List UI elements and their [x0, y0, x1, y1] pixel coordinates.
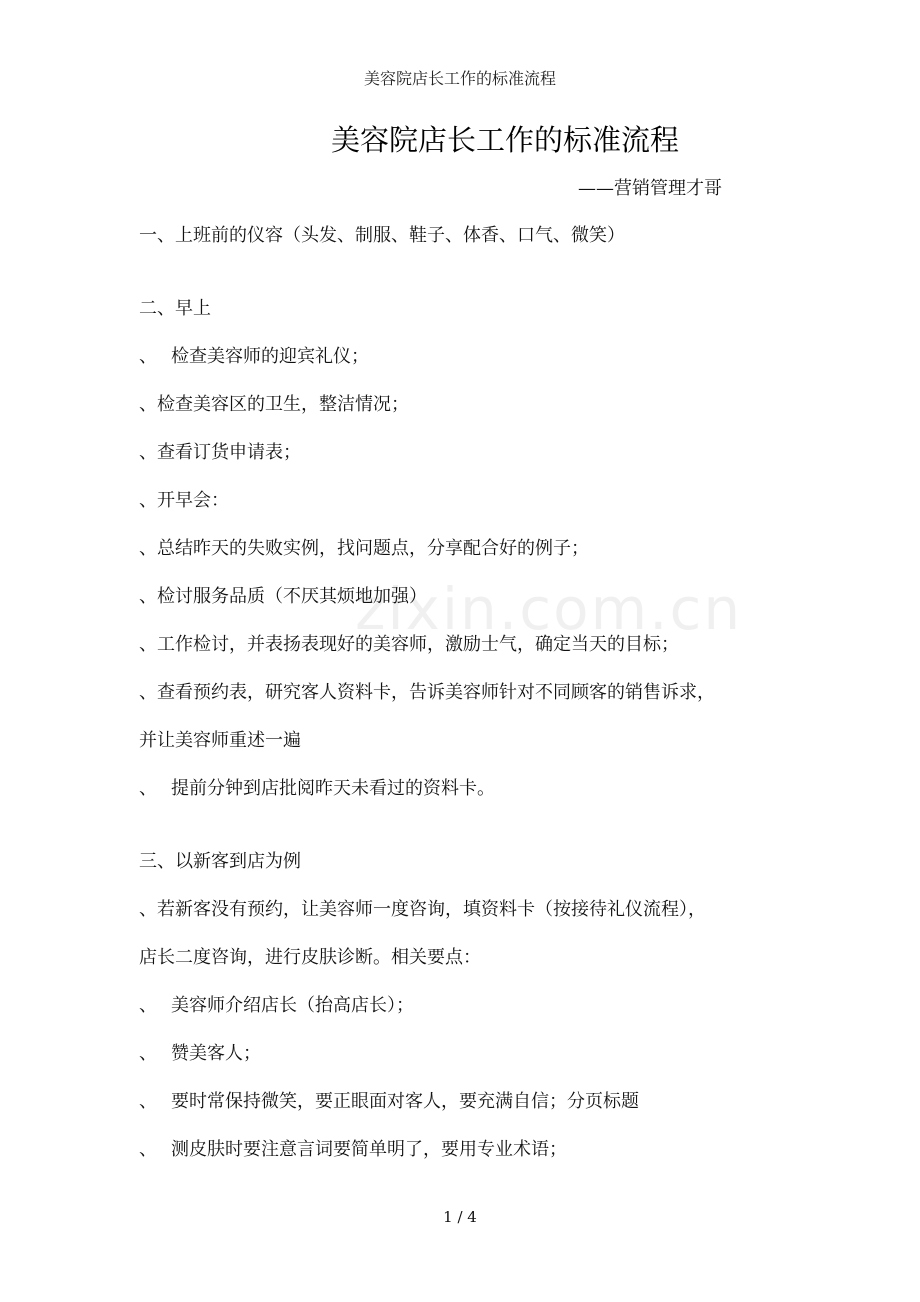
list-item [139, 342, 369, 368]
page-number: 1 / 4 [443, 1208, 477, 1226]
list-item [139, 991, 414, 1017]
list-marker: 、 [139, 1091, 157, 1112]
list-item: 、查看订货申请表； [139, 442, 301, 463]
list-item-text: 测皮肤时要注意言词要简单明了，要用专业术语； [171, 1139, 567, 1160]
section-heading-3: 三、以新客到店为例 [139, 851, 301, 872]
list-item: 、开早会： [139, 490, 229, 511]
list-item [139, 1039, 261, 1065]
list-item: 、工作检讨，并表扬表现好的美容师，激励士气，确定当天的目标； [139, 634, 679, 655]
list-item-text: 提前分钟到店批阅昨天未看过的资料卡。 [171, 778, 495, 799]
list-item: 、检讨服务品质（不厌其烦地加强） [139, 586, 427, 607]
list-item-text: 美容师介绍店长（抬高店长）； [171, 995, 414, 1016]
list-item: 、总结昨天的失败实例，找问题点，分享配合好的例子； [139, 538, 589, 559]
list-marker: 、 [139, 995, 157, 1016]
list-marker: 、 [139, 346, 157, 367]
list-item [139, 1087, 639, 1113]
list-item-text: 要时常保持微笑，要正眼面对客人，要充满自信；分页标题 [171, 1091, 639, 1112]
list-marker: 、 [139, 778, 157, 799]
watermark: zixin.com.cn [355, 575, 743, 643]
section-heading-1: 一、上班前的仪容（头发、制服、鞋子、体香、口气、微笑） [139, 225, 625, 246]
list-marker: 、 [139, 1139, 157, 1160]
list-item [139, 774, 495, 800]
list-item-text: 检查美容师的迎宾礼仪； [171, 346, 369, 367]
document-title: 美容院店长工作的标准流程 [330, 123, 679, 157]
author-line: ——营销管理才哥 [578, 178, 722, 199]
list-item: 、检查美容区的卫生，整洁情况； [139, 394, 409, 415]
list-marker: 、 [139, 1043, 157, 1064]
list-item-continuation: 店长二度咨询，进行皮肤诊断。相关要点： [139, 947, 481, 968]
page-header: 美容院店长工作的标准流程 [363, 69, 556, 88]
list-item: 、若新客没有预约，让美容师一度咨询，填资料卡（按接待礼仪流程）， [139, 899, 706, 920]
list-item-text: 赞美客人； [171, 1043, 261, 1064]
list-item-continuation: 并让美容师重述一遍 [139, 730, 301, 751]
list-item: 、查看预约表，研究客人资料卡，告诉美容师针对不同顾客的销售诉求， [139, 682, 715, 703]
list-item [139, 1135, 567, 1161]
section-heading-2: 二、早上 [139, 298, 211, 319]
